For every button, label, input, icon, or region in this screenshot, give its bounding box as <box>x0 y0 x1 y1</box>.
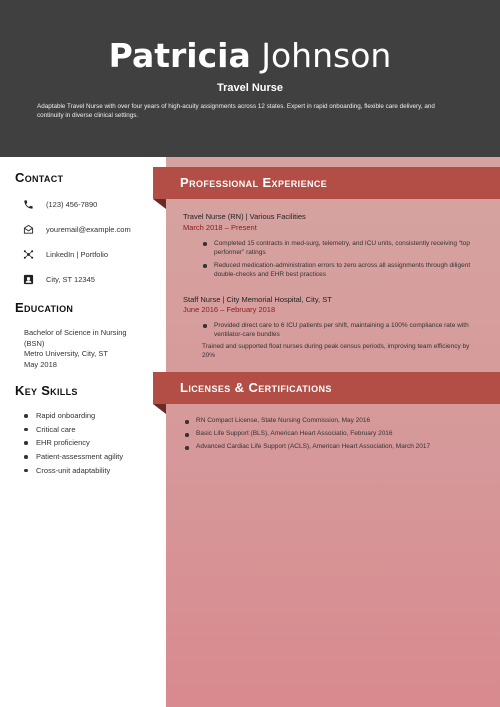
profile-links[interactable]: LinkedIn | Portfolio <box>46 249 108 259</box>
contact-email[interactable] <box>22 223 131 235</box>
job-2-bullet: Provided direct care to 6 ICU patients per shift, maintaining a 100% compliance rate with ventilator-care bundles <box>214 321 479 339</box>
job-1-dates: March 2018 – Present <box>183 223 257 232</box>
job-2-title: Staff Nurse | City Memorial Hospital, City, ST <box>183 295 332 304</box>
summary: Adaptable Travel Nurse with over four years of high-acuity assignments across 12 states. Expert in rapid onboarding, flexible care delivery, and continuity in diverse clinical settings. <box>37 103 435 120</box>
job-2-paragraph: Trained and supported float nurses during peak census periods, improving team efficiency by 20% <box>202 343 470 360</box>
education-details <box>24 328 154 370</box>
phone-icon <box>22 198 34 210</box>
license-item: RN Compact License, State Nursing Commission, May 2016 <box>196 417 371 424</box>
license-item: Basic Life Support (BLS), American Heart Associatio, February 2016 <box>196 430 393 437</box>
degree-line-2: (BSN) <box>24 338 45 348</box>
contact-phone <box>22 198 97 210</box>
location: City, ST 12345 <box>46 274 95 284</box>
envelope-icon <box>22 223 34 235</box>
experience-heading: Professional Experience <box>180 175 328 190</box>
contact-location <box>22 273 95 285</box>
contact-heading: Contact <box>15 170 64 185</box>
last-name: Johnson <box>261 36 392 75</box>
skill-item: EHR proficiency <box>24 438 123 452</box>
skill-item: Patient-assessment agility <box>24 452 123 466</box>
degree-line-1: Bachelor of Science in Nursing <box>24 328 127 337</box>
candidate-name <box>0 36 500 76</box>
address-card-icon <box>22 273 34 285</box>
job-1-bullet: Reduced medication-administration errors to zero across all assignments through diligent double-checks and EHR best practices <box>214 261 479 279</box>
school: Metro University, City, ST <box>24 349 108 358</box>
experience-banner <box>153 167 500 199</box>
skill-item: Rapid onboarding <box>24 411 123 425</box>
banner-fold <box>153 404 166 414</box>
education-heading: Education <box>15 300 74 315</box>
skills-heading: Key Skills <box>15 383 78 398</box>
job-title: Travel Nurse <box>216 82 284 94</box>
license-item: Advanced Cardiac Life Support (ACLS), American Heart Association, March 2017 <box>196 443 431 450</box>
banner-fold <box>153 199 166 209</box>
skill-item: Cross-unit adaptability <box>24 466 123 480</box>
licenses-heading: Licenses & Certifications <box>180 380 332 395</box>
licenses-banner <box>153 372 500 404</box>
contact-links[interactable] <box>22 248 108 260</box>
network-icon <box>22 248 34 260</box>
job-1-bullet: Completed 15 contracts in med-surg, telemetry, and ICU units, consistently receiving “top performer” ratings <box>214 239 479 257</box>
job-1-title: Travel Nurse (RN) | Various Facilities <box>183 212 306 221</box>
job-2-dates: June 2016 – February 2018 <box>183 305 276 314</box>
skill-item: Critical care <box>24 425 123 439</box>
skills-list <box>24 411 123 479</box>
first-name: Patricia <box>108 36 251 75</box>
phone-number: (123) 456-7890 <box>46 199 98 209</box>
email-address[interactable]: youremail@example.com <box>46 224 131 234</box>
graduation-date: May 2018 <box>24 359 57 369</box>
header <box>0 0 500 157</box>
